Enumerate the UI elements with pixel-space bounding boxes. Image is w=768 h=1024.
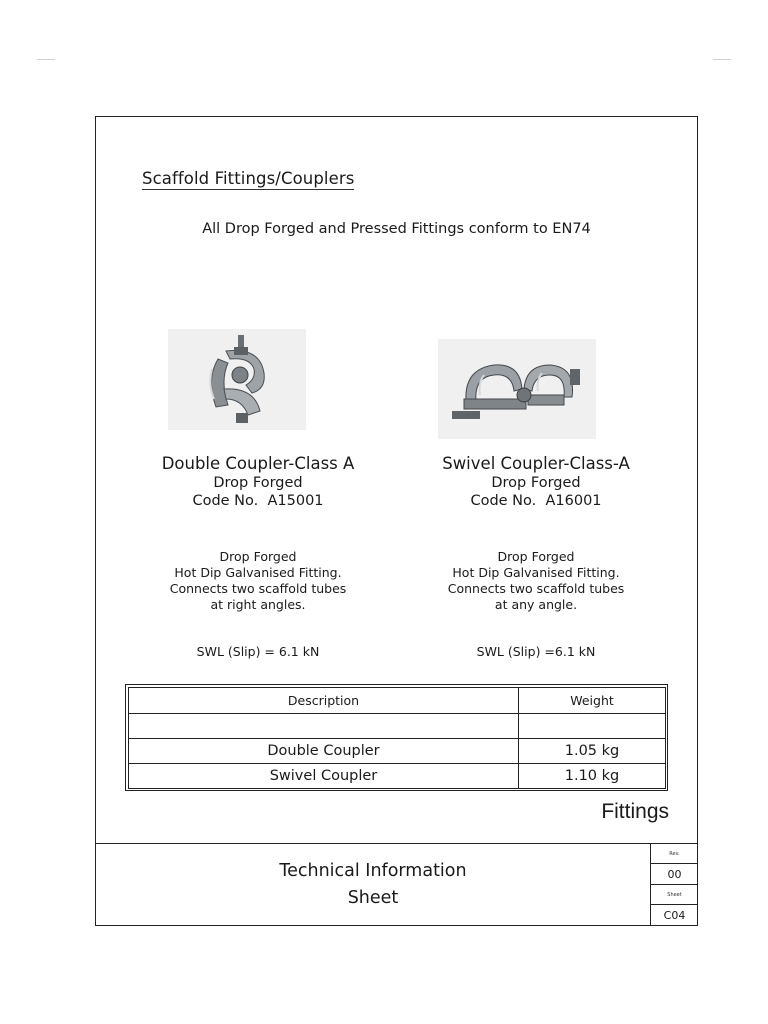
sheet-value: C04: [663, 909, 686, 922]
description-line: Drop Forged: [219, 549, 297, 564]
table-row: [129, 764, 666, 789]
swivel-coupler-info: [416, 454, 656, 510]
table-cell: Swivel Coupler: [129, 764, 519, 789]
double-coupler-code: Code No. A15001: [192, 493, 324, 509]
header-description: Description: [129, 688, 519, 714]
description-line: Connects two scaffold tubes: [447, 581, 625, 596]
sheet-title-line: Technical Information: [279, 861, 467, 881]
swivel-coupler-image: [438, 339, 596, 439]
double-coupler-description: [138, 549, 378, 613]
table-cell: [129, 714, 519, 739]
weight-table: [125, 684, 668, 791]
swivel-coupler-swl: SWL (Slip) =6.1 kN: [476, 644, 596, 659]
description-line: at right angles.: [210, 597, 306, 612]
double-coupler-image: [168, 329, 306, 430]
title-block: [96, 843, 697, 926]
swivel-coupler-name: Swivel Coupler-Class-A: [442, 454, 630, 473]
double-coupler-info: [138, 454, 378, 510]
sheet-title: [96, 858, 650, 912]
double-coupler-swl: SWL (Slip) = 6.1 kN: [196, 644, 320, 659]
description-line: at any angle.: [494, 597, 578, 612]
sheet-label: Sheet: [651, 885, 698, 905]
swivel-coupler-code: Code No. A16001: [470, 493, 602, 509]
description-line: Connects two scaffold tubes: [169, 581, 347, 596]
document-frame: [95, 116, 698, 926]
table-cell: Double Coupler: [129, 739, 519, 764]
swivel-coupler-description: [416, 549, 656, 613]
swivel-coupler-type: Drop Forged: [491, 475, 581, 491]
table-cell: 1.10 kg: [519, 764, 666, 789]
table-cell: 1.05 kg: [519, 739, 666, 764]
rev-value: 00: [651, 864, 698, 885]
rev-label: Rev.: [651, 844, 698, 864]
revision-sheet-box: [650, 844, 698, 926]
double-coupler-name: Double Coupler-Class A: [161, 454, 355, 473]
description-line: Drop Forged: [497, 549, 575, 564]
table-header-row: [129, 688, 666, 714]
table-row: [129, 714, 666, 739]
header-weight: Weight: [519, 688, 666, 714]
description-line: Hot Dip Galvanised Fitting.: [452, 565, 620, 580]
table-cell: [519, 714, 666, 739]
double-coupler-type: Drop Forged: [213, 475, 303, 491]
section-label: Fittings: [601, 800, 669, 823]
standard-statement: All Drop Forged and Pressed Fittings conform to EN74: [202, 221, 591, 237]
description-line: Hot Dip Galvanised Fitting.: [174, 565, 342, 580]
crop-mark-left: [37, 59, 55, 60]
table-row: [129, 739, 666, 764]
sheet-title-line: Sheet: [347, 888, 399, 908]
crop-mark-right: [713, 59, 731, 60]
document-heading: Scaffold Fittings/Couplers: [142, 169, 355, 188]
